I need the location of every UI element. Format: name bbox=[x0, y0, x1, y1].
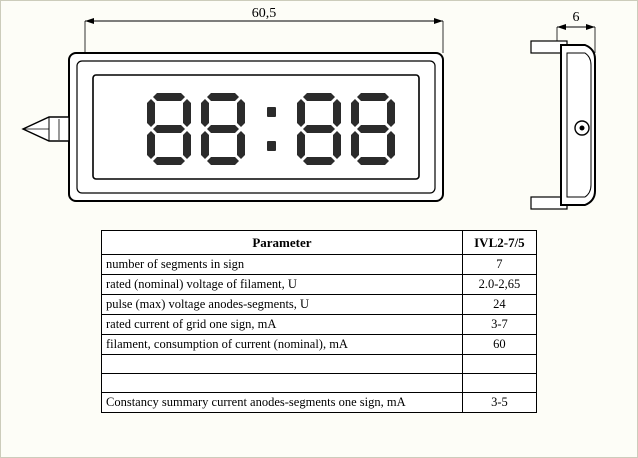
drawing-canvas bbox=[1, 1, 638, 229]
row-parameter: pulse (max) voltage anodes-segments, U bbox=[102, 295, 463, 315]
row-parameter bbox=[102, 355, 463, 374]
specification-table bbox=[101, 230, 537, 413]
row-value: 3-7 bbox=[462, 315, 536, 335]
row-value bbox=[462, 355, 536, 374]
table-row bbox=[102, 315, 537, 335]
table-row bbox=[102, 255, 537, 275]
row-value: 7 bbox=[462, 255, 536, 275]
row-value: 24 bbox=[462, 295, 536, 315]
row-value bbox=[462, 374, 536, 393]
table-row bbox=[102, 295, 537, 315]
table-row bbox=[102, 393, 537, 413]
row-value: 2.0-2,65 bbox=[462, 275, 536, 295]
row-parameter: rated current of grid one sign, mA bbox=[102, 315, 463, 335]
depth-dimension-label: 6 bbox=[572, 10, 580, 25]
row-parameter: Constancy summary current anodes-segments one sign, mA bbox=[102, 393, 463, 413]
technical-drawing bbox=[1, 1, 638, 229]
table-row-empty bbox=[102, 374, 537, 393]
row-parameter: number of segments in sign bbox=[102, 255, 463, 275]
table-row bbox=[102, 335, 537, 355]
exhaust-tip bbox=[23, 117, 69, 141]
header-parameter: Parameter bbox=[102, 231, 463, 255]
row-value: 3-5 bbox=[462, 393, 536, 413]
width-dimension bbox=[85, 6, 443, 53]
row-parameter: rated (nominal) voltage of filament, U bbox=[102, 275, 463, 295]
width-dimension-label: 60,5 bbox=[251, 6, 277, 21]
row-value: 60 bbox=[462, 335, 536, 355]
row-parameter bbox=[102, 374, 463, 393]
display-side-view bbox=[531, 41, 595, 209]
table-row-empty bbox=[102, 355, 537, 374]
header-value: IVL2-7/5 bbox=[462, 231, 536, 255]
table-header-row bbox=[102, 231, 537, 255]
side-exhaust-pip-center bbox=[580, 126, 585, 131]
table-row bbox=[102, 275, 537, 295]
row-parameter: filament, consumption of current (nominal), mA bbox=[102, 335, 463, 355]
